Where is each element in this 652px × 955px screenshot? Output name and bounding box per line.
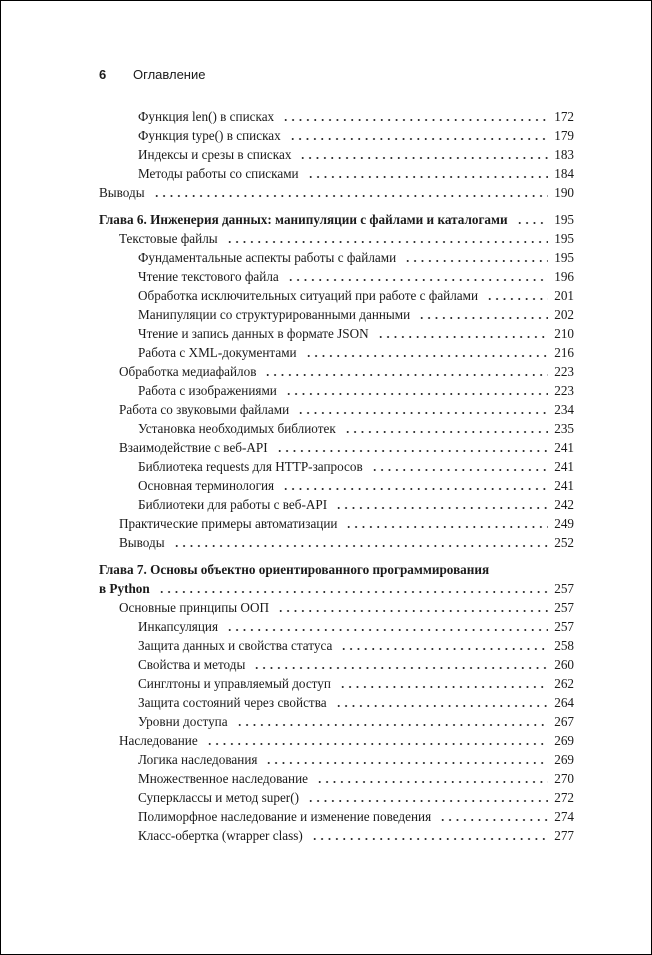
dot-leader [404,260,548,262]
entry-title: Библиотеки для работы с веб-API [138,497,328,512]
entry-title: Основные принципы ООП [119,600,269,615]
page-ref: 264 [554,695,574,710]
page-ref: 257 [554,581,574,596]
toc-entry [99,438,574,457]
entry-title: Взаимодействие с веб-API [119,440,268,455]
toc-entry [99,107,574,126]
page-ref: 274 [554,809,574,824]
toc-entry [99,674,574,693]
toc-entry [99,400,574,419]
page-ref: 234 [554,402,574,417]
page-ref: 262 [554,676,574,691]
toc-entry [99,343,574,362]
toc-entry [99,324,574,343]
dot-leader [335,507,548,509]
page-ref: 183 [554,147,574,162]
entry-title: Чтение и запись данных в формате JSON [138,326,369,341]
dot-leader [206,743,548,745]
entry-title: Работа со звуковыми файлами [119,402,290,417]
page-ref: 235 [554,421,574,436]
table-of-contents [99,107,574,845]
page-ref: 277 [554,828,574,843]
entry-title: Синглтоны и управляемый доступ [138,676,331,691]
dot-leader [276,450,548,452]
dot-leader [340,648,548,650]
chapter-7-entries [99,598,574,845]
entry-title: Обработка медиафайлов [119,364,257,379]
chapter-6-heading [99,210,574,229]
entry-title: Класс-обертка (wrapper class) [138,828,303,843]
page-ref: 241 [554,440,574,455]
dot-leader [264,374,548,376]
page-ref: 257 [554,600,574,615]
chapter-6-entries [99,229,574,552]
toc-entry [99,807,574,826]
chapter-7-heading-cont [99,579,574,598]
dot-leader [486,298,548,300]
page-ref: 216 [554,345,574,360]
page-ref: 223 [554,364,574,379]
page-header [99,67,205,82]
dot-leader [418,317,548,319]
running-title: Оглавление [133,67,206,82]
entry-title: Функция len() в списках [138,109,275,124]
page-ref: 195 [554,231,574,246]
entry-title: Суперклассы и метод super() [138,790,299,805]
toc-entry [99,769,574,788]
dot-leader [226,629,548,631]
toc-entry [99,598,574,617]
toc-entry [99,655,574,674]
page-ref: 241 [554,478,574,493]
toc-entry [99,636,574,655]
entry-title: Основная терминология [138,478,275,493]
page-ref: 269 [554,733,574,748]
dot-leader [287,279,548,281]
dot-leader [307,176,548,178]
dot-leader [289,138,548,140]
entry-title: Свойства и методы [138,657,246,672]
dot-leader [236,724,548,726]
entry-title: Фундаментальные аспекты работы с файлами [138,250,397,265]
page-ref: 249 [554,516,574,531]
dot-leader [282,488,548,490]
entry-title: Чтение текстового файла [138,269,279,284]
dot-leader [371,469,548,471]
toc-entry [99,362,574,381]
toc-entry [99,495,574,514]
entry-title: Практические примеры автоматизации [119,516,338,531]
toc-entry [99,305,574,324]
page-ref: 252 [554,535,574,550]
dot-leader [226,241,548,243]
page-number: 6 [99,67,107,82]
toc-entry [99,750,574,769]
dot-leader [311,838,548,840]
toc-entry [99,145,574,164]
page-ref: 210 [554,326,574,341]
page-ref: 195 [554,212,574,227]
toc-entry [99,693,574,712]
entry-title: Манипуляции со структурированными данными [138,307,411,322]
entry-title: Индексы и срезы в списках [138,147,292,162]
toc-entry [99,419,574,438]
page-ref: 257 [554,619,574,634]
dot-leader [344,431,548,433]
entry-title: Наследование [119,733,198,748]
page-ref: 201 [554,288,574,303]
toc-entry [99,229,574,248]
entry-title: Уровни доступа [138,714,228,729]
toc-entry [99,533,574,552]
entry-title: Защита состояний через свойства [138,695,327,710]
entry-title: Работа с XML-документами [138,345,297,360]
entry-title: Установка необходимых библиотек [138,421,336,436]
dot-leader [173,545,548,547]
dot-leader [377,336,548,338]
page-ref: 184 [554,166,574,181]
page-ref: 223 [554,383,574,398]
chapter-7-heading: Глава 7. Основы объектно ориентированного программирования [99,562,490,577]
page-ref: 172 [554,109,574,124]
entry-title: Методы работы со списками [138,166,299,181]
page-ref: 196 [554,269,574,284]
entry-title: Логика наследования [138,752,258,767]
dot-leader [516,222,548,224]
entry-title: Полиморфное наследование и изменение поведения [138,809,432,824]
entry-title: Защита данных и свойства статуса [138,638,333,653]
dot-leader [299,157,548,159]
dot-leader [335,705,548,707]
entry-title: Выводы [99,185,145,200]
dot-leader [153,195,548,197]
toc-entry [99,381,574,400]
toc-entry [99,164,574,183]
page-ref: 241 [554,459,574,474]
toc-entry [99,267,574,286]
entry-title: Библиотека requests для HTTP-запросов [138,459,363,474]
toc-entry [99,126,574,145]
page-ref: 179 [554,128,574,143]
dot-leader [265,762,548,764]
page-ref: 258 [554,638,574,653]
dot-leader [277,610,548,612]
toc-entry [99,788,574,807]
page-ref: 260 [554,657,574,672]
dot-leader [305,355,548,357]
page-ref: 267 [554,714,574,729]
page-ref: 272 [554,790,574,805]
entry-title: Множественное наследование [138,771,309,786]
page-ref: 190 [554,185,574,200]
page-ref: 242 [554,497,574,512]
dot-leader [297,412,548,414]
toc-entry [99,826,574,845]
toc-entry [99,712,574,731]
page-ref: 195 [554,250,574,265]
page-ref: 269 [554,752,574,767]
entry-title: Инкапсуляция [138,619,219,634]
toc-entry [99,457,574,476]
dot-leader [307,800,548,802]
toc-entry [99,514,574,533]
entry-title: Функция type() в списках [138,128,281,143]
dot-leader [282,119,548,121]
dot-leader [316,781,548,783]
dot-leader [285,393,548,395]
entry-title: Текстовые файлы [119,231,218,246]
dot-leader [345,526,548,528]
dot-leader [253,667,548,669]
entry-title: Работа с изображениями [138,383,277,398]
toc-entry [99,248,574,267]
toc-entry [99,286,574,305]
toc-entry [99,476,574,495]
dot-leader [439,819,548,821]
page-ref: 270 [554,771,574,786]
chapter-title: в Python [99,581,150,596]
dot-leader [339,686,548,688]
toc-entry [99,617,574,636]
chapter-title: Глава 6. Инженерия данных: манипуляции с файлами и каталогами [99,212,508,227]
entry-title: Обработка исключительных ситуаций при работе с файлами [138,288,479,303]
entry-title: Выводы [119,535,165,550]
page-ref: 202 [554,307,574,322]
dot-leader [158,591,548,593]
toc-entry [99,183,574,202]
toc-entry [99,731,574,750]
toc-section-continued [99,107,574,202]
